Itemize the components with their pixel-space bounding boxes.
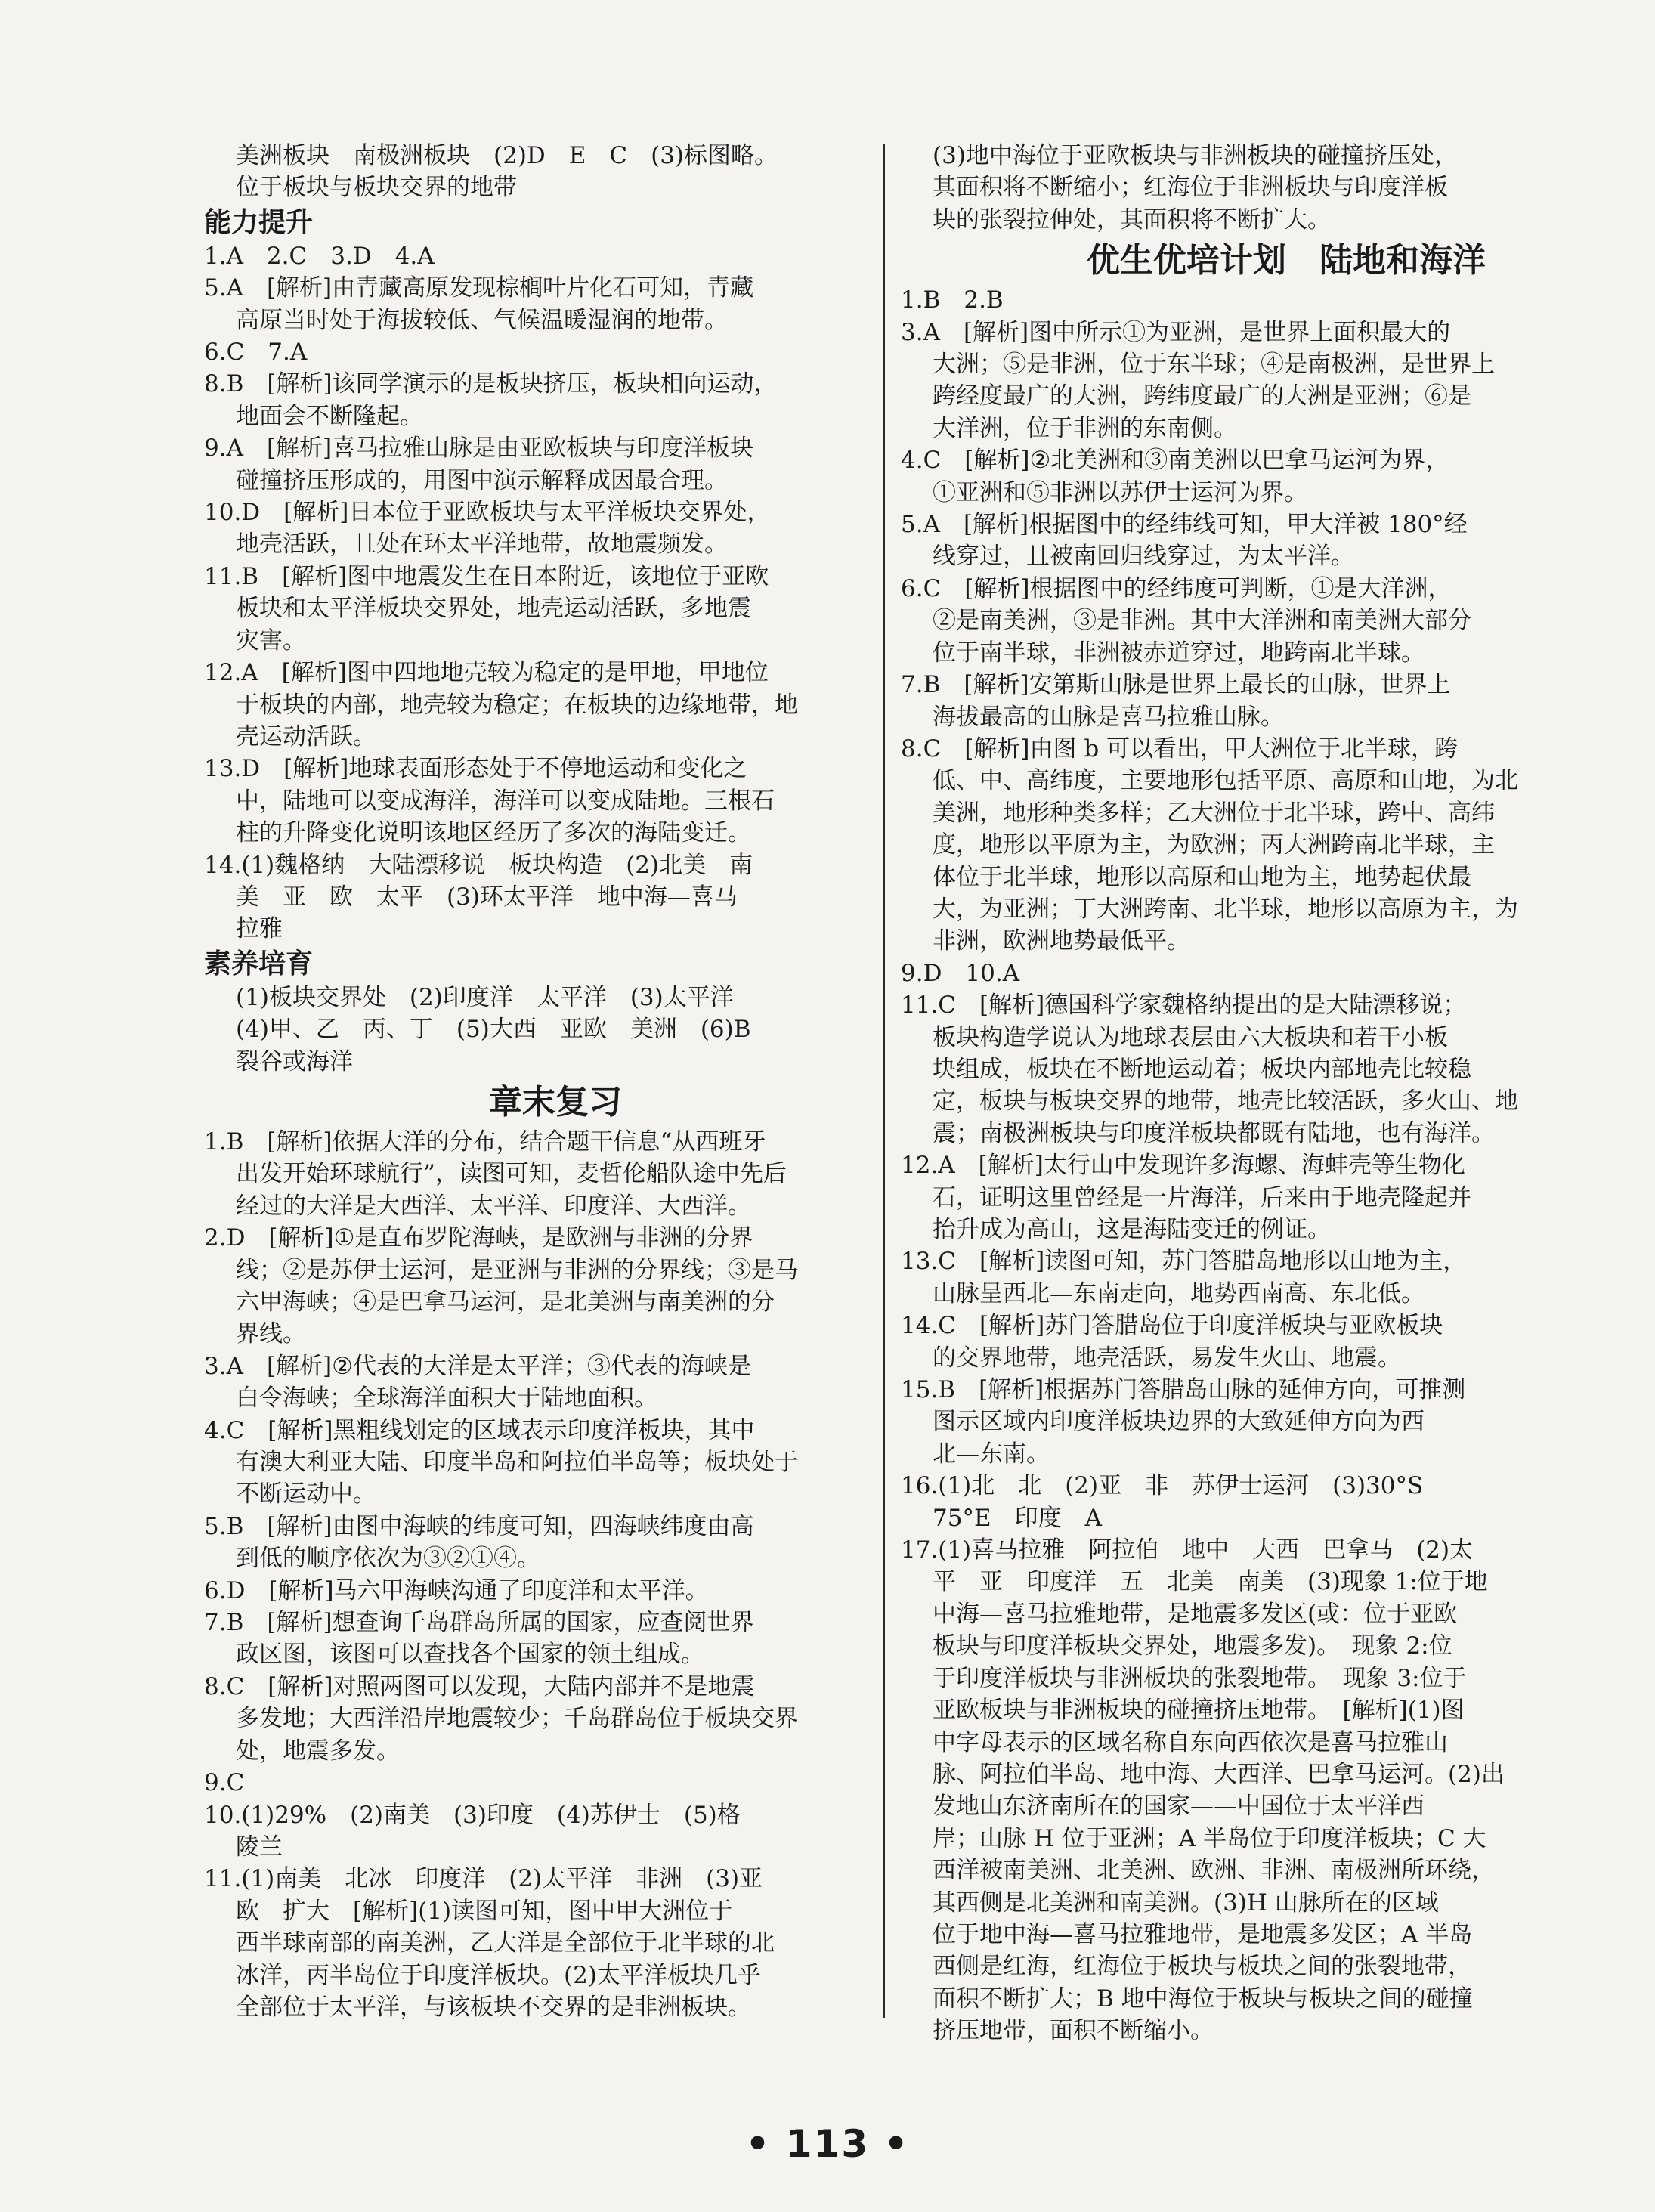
plan-title: 优生优培计划 陆地和海洋 bbox=[1087, 241, 1486, 280]
text-line: 1.B [解析]依据大洋的分布，结合题干信息“从西班牙 bbox=[204, 1128, 766, 1155]
text-line: 体位于北半球，地形以高原和山地为主，地势起伏最 bbox=[933, 863, 1471, 891]
text-line: 不断运动中。 bbox=[236, 1480, 376, 1508]
literacy-answers bbox=[204, 982, 877, 1078]
text-line: 出发开始环球航行”，读图可知，麦哲伦船队途中先后 bbox=[236, 1160, 787, 1188]
text-line: 山脉呈西北—东南走向，地势西南高、东北低。 bbox=[933, 1279, 1425, 1307]
text-line: 挤压地带，面积不断缩小。 bbox=[933, 2017, 1214, 2045]
section-heading-ability: 能力提升 bbox=[204, 206, 314, 238]
text-line: 地壳活跃，且处在环太平洋地带，故地震频发。 bbox=[236, 531, 728, 558]
text-line: 西洋被南美洲、北美洲、欧洲、非洲、南极洲所环绕， bbox=[933, 1857, 1495, 1885]
text-line: 14.(1)魏格纳 大陆漂移说 板块构造 (2)北美 南 bbox=[204, 851, 753, 879]
text-line: 中，陆地可以变成海洋，海洋可以变成陆地。三根石 bbox=[236, 787, 775, 815]
text-line: 冰洋，丙半岛位于印度洋板块。(2)太平洋板块几乎 bbox=[236, 1961, 761, 1989]
text-line: 陵兰 bbox=[236, 1833, 283, 1861]
text-line: 8.B [解析]该同学演示的是板块挤压，板块相向运动， bbox=[204, 370, 778, 398]
text-line: 裂谷或海洋 bbox=[236, 1047, 353, 1075]
text-line: 13.C [解析]读图可知，苏门答腊岛地形以山地为主， bbox=[901, 1248, 1467, 1276]
text-line: 石，证明这里曾经是一片海洋，后来由于地壳隆起并 bbox=[933, 1183, 1471, 1211]
text-line: 板块与印度洋板块交界处，地震多发)。 现象 2:位 bbox=[933, 1632, 1452, 1660]
text-line: 10.D [解析]日本位于亚欧板块与太平洋板块交界处， bbox=[204, 499, 771, 527]
text-line: 3.A [解析]图中所示①为亚洲，是世界上面积最大的 bbox=[901, 318, 1451, 346]
text-line: 碰撞挤压形成的，用图中演示解释成因最合理。 bbox=[236, 466, 728, 494]
review-answers bbox=[204, 1126, 877, 2023]
text-line: 西侧是红海，红海位于板块与板块之间的张裂地带， bbox=[933, 1953, 1471, 1981]
text-line: 17.(1)喜马拉雅 阿拉伯 地中 大西 巴拿马 (2)太 bbox=[901, 1536, 1474, 1564]
text-line: 面积不断扩大；B 地中海位于板块与板块之间的碰撞 bbox=[933, 1985, 1473, 2012]
section-heading-literacy: 素养培育 bbox=[204, 948, 314, 979]
text-line: ②是南美洲，③是非洲。其中大洋洲和南美洲大部分 bbox=[933, 607, 1471, 635]
text-line: 11.C [解析]德国科学家魏格纳提出的是大陆漂移说； bbox=[901, 992, 1467, 1019]
text-line: 8.C [解析]由图 b 可以看出，甲大洲位于北半球，跨 bbox=[901, 735, 1459, 763]
text-line: (1)板块交界处 (2)印度洋 太平洋 (3)太平洋 bbox=[236, 983, 734, 1011]
text-line: 处，地震多发。 bbox=[236, 1737, 400, 1765]
text-line: 抬升成为高山，这是海陆变迁的例证。 bbox=[933, 1216, 1331, 1243]
text-line: 7.B [解析]想查询千岛群岛所属的国家，应查阅世界 bbox=[204, 1609, 754, 1637]
text-line: 线穿过，且被南回归线穿过，为太平洋。 bbox=[933, 543, 1354, 571]
text-line: 北—东南。 bbox=[933, 1440, 1050, 1468]
text-line: 欧 扩大 [解析](1)读图可知，图中甲大洲位于 bbox=[236, 1897, 733, 1925]
text-line: 6.C 7.A bbox=[204, 339, 308, 367]
text-line: 9.C bbox=[204, 1769, 245, 1797]
text-line: (3)地中海位于亚欧板块与非洲板块的碰撞挤压处， bbox=[933, 142, 1458, 169]
text-line: 16.(1)北 北 (2)亚 非 苏伊士运河 (3)30°S bbox=[901, 1472, 1424, 1500]
text-line: 6.C [解析]根据图中的经纬度可判断，①是大洋洲， bbox=[901, 574, 1452, 602]
text-line: 有澳大利亚大陆、印度半岛和阿拉伯半岛等；板块处于 bbox=[236, 1449, 798, 1477]
text-line: 海拔最高的山脉是喜马拉雅山脉。 bbox=[933, 703, 1284, 731]
text-line: 4.C [解析]黑粗线划定的区域表示印度洋板块，其中 bbox=[204, 1416, 755, 1444]
text-line: 非洲，欧洲地势最低平。 bbox=[933, 927, 1190, 955]
text-line: 板块和太平洋板块交界处，地壳运动活跃，多地震 bbox=[236, 595, 751, 623]
text-line: 8.C [解析]对照两图可以发现，大陆内部并不是地震 bbox=[204, 1672, 755, 1700]
text-line: 美洲板块 南极洲板块 (2)D E C (3)标图略。 bbox=[236, 142, 778, 169]
text-line: 其面积将不断缩小；红海位于非洲板块与印度洋板 bbox=[933, 174, 1448, 202]
text-line: ①亚洲和⑤非洲以苏伊士运河为界。 bbox=[933, 478, 1307, 506]
text-line: 平 亚 印度洋 五 北美 南美 (3)现象 1:位于地 bbox=[933, 1568, 1488, 1596]
text-line: 块组成，板块在不断地运动着；板块内部地壳比较稳 bbox=[933, 1055, 1471, 1083]
text-line: 中海—喜马拉雅地带，是地震多发区(或：位于亚欧 bbox=[933, 1600, 1458, 1628]
text-line: 的交界地带，地壳活跃，易发生火山、地震。 bbox=[933, 1344, 1401, 1372]
text-line: 5.A [解析]由青藏高原发现棕榈叶片化石可知，青藏 bbox=[204, 274, 754, 302]
text-line: 5.B [解析]由图中海峡的纬度可知，四海峡纬度由高 bbox=[204, 1512, 754, 1540]
text-line: 震；南极洲板块与印度洋板块都既有陆地，也有海洋。 bbox=[933, 1119, 1495, 1147]
text-line: 6.D [解析]马六甲海峡沟通了印度洋和太平洋。 bbox=[204, 1576, 709, 1604]
text-line: 发地山东济南所在的国家——中国位于太平洋西 bbox=[933, 1793, 1425, 1821]
plan-answers bbox=[901, 284, 1581, 2046]
text-line: 度，地形以平原为主，为欧洲；丙大洲跨南北半球，主 bbox=[933, 831, 1495, 859]
text-line: 地面会不断隆起。 bbox=[236, 402, 423, 430]
ability-answers bbox=[204, 240, 877, 945]
column-divider bbox=[883, 144, 885, 2018]
left-column bbox=[204, 140, 877, 2023]
text-line: 图示区域内印度洋板块边界的大致延伸方向为西 bbox=[933, 1408, 1425, 1436]
text-line: 界线。 bbox=[236, 1320, 306, 1348]
text-line: 9.D 10.A bbox=[901, 959, 1020, 987]
text-line: 六甲海峡；④是巴拿马运河，是北美洲与南美洲的分 bbox=[236, 1289, 775, 1316]
text-line: 板块构造学说认为地球表层由六大板块和若干小板 bbox=[933, 1023, 1448, 1051]
text-line: 5.A [解析]根据图中的经纬线可知，甲大洋被 180°经 bbox=[901, 511, 1468, 539]
text-line: 11.B [解析]图中地震发生在日本附近，该地位于亚欧 bbox=[204, 562, 769, 590]
text-line: 中字母表示的区域名称自东向西依次是喜马拉雅山 bbox=[933, 1728, 1448, 1756]
text-line: 亚欧板块与非洲板块的碰撞挤压地带。 [解析](1)图 bbox=[933, 1697, 1465, 1725]
text-line: 高原当时处于海拔较低、气候温暖湿润的地带。 bbox=[236, 306, 728, 334]
text-line: 12.A [解析]图中四地地壳较为稳定的是甲地，甲地位 bbox=[204, 659, 769, 687]
text-line: 7.B [解析]安第斯山脉是世界上最长的山脉，世界上 bbox=[901, 671, 1451, 699]
text-line: 10.(1)29% (2)南美 (3)印度 (4)苏伊士 (5)格 bbox=[204, 1801, 741, 1829]
text-line: (4)甲、乙 丙、丁 (5)大西 亚欧 美洲 (6)B bbox=[236, 1016, 751, 1044]
text-line: 美洲，地形种类多样；乙大洲位于北半球，跨中、高纬 bbox=[933, 799, 1495, 827]
text-line: 3.A [解析]②代表的大洋是太平洋；③代表的海峡是 bbox=[204, 1352, 751, 1380]
text-line: 13.D [解析]地球表面形态处于不停地运动和变化之 bbox=[204, 755, 747, 783]
text-line: 于板块的内部，地壳较为稳定；在板块的边缘地带，地 bbox=[236, 691, 798, 719]
text-line: 经过的大洋是大西洋、太平洋、印度洋、大西洋。 bbox=[236, 1192, 751, 1220]
text-line: 14.C [解析]苏门答腊岛位于印度洋板块与亚欧板块 bbox=[901, 1312, 1443, 1340]
text-line: 西半球南部的南美洲，乙大洋是全部位于北半球的北 bbox=[236, 1929, 775, 1957]
text-line: 岸；山脉 H 位于亚洲；A 半岛位于印度洋板块；C 大 bbox=[933, 1824, 1486, 1852]
chapter-review-title: 章末复习 bbox=[489, 1082, 622, 1121]
text-line: 线；②是苏伊士运河，是亚洲与非洲的分界线；③是马 bbox=[236, 1256, 798, 1284]
text-line: 1.B 2.B bbox=[901, 286, 1004, 314]
text-line: 位于地中海—喜马拉雅地带，是地震多发区；A 半岛 bbox=[933, 1920, 1473, 1948]
text-line: 跨经度最广的大洲，跨纬度最广的大洲是亚洲；⑥是 bbox=[933, 382, 1471, 410]
text-line: 位于板块与板块交界的地带 bbox=[236, 174, 517, 202]
text-line: 于印度洋板块与非洲板块的张裂地带。 现象 3:位于 bbox=[933, 1664, 1467, 1692]
text-line: 灾害。 bbox=[236, 626, 306, 654]
text-line: 9.A [解析]喜马拉雅山脉是由亚欧板块与印度洋板块 bbox=[204, 435, 754, 463]
text-line: 白令海峡；全球海洋面积大于陆地面积。 bbox=[236, 1384, 657, 1412]
text-line: 美 亚 欧 太平 (3)环太平洋 地中海—喜马 bbox=[236, 883, 738, 911]
text-line: 多发地；大西洋沿岸地震较少；千岛群岛位于板块交界 bbox=[236, 1705, 798, 1733]
text-line: 11.(1)南美 北冰 印度洋 (2)太平洋 非洲 (3)亚 bbox=[204, 1865, 763, 1893]
text-line: 2.D [解析]①是直布罗陀海峡，是欧洲与非洲的分界 bbox=[204, 1224, 753, 1252]
continued-answer bbox=[901, 140, 1581, 236]
right-column bbox=[901, 140, 1581, 2047]
text-line: 定，板块与板块交界的地带，地壳比较活跃，多火山、地 bbox=[933, 1087, 1518, 1115]
page-number: • 113 • bbox=[745, 2122, 910, 2166]
text-line: 位于南半球，非洲被赤道穿过，地跨南北半球。 bbox=[933, 639, 1425, 667]
text-line: 15.B [解析]根据苏门答腊岛山脉的延伸方向，可推测 bbox=[901, 1376, 1466, 1404]
text-line: 4.C [解析]②北美洲和③南美洲以巴拿马运河为界， bbox=[901, 447, 1449, 475]
text-line: 12.A [解析]太行山中发现许多海螺、海蚌壳等生物化 bbox=[901, 1152, 1465, 1180]
text-line: 大洋洲，位于非洲的东南侧。 bbox=[933, 414, 1237, 442]
text-line: 其西侧是北美洲和南美洲。(3)H 山脉所在的区域 bbox=[933, 1889, 1439, 1917]
text-line: 壳运动活跃。 bbox=[236, 722, 376, 750]
text-line: 到低的顺序依次为③②①④。 bbox=[236, 1545, 540, 1573]
text-line: 政区图，该图可以查找各个国家的领土组成。 bbox=[236, 1641, 704, 1669]
text-line: 拉雅 bbox=[236, 915, 283, 943]
text-line: 柱的升降变化说明该地区经历了多次的海陆变迁。 bbox=[236, 819, 751, 847]
text-line: 全部位于太平洋，与该板块不交界的是非洲板块。 bbox=[236, 1993, 751, 2021]
text-line: 大洲；⑤是非洲，位于东半球；④是南极洲，是世界上 bbox=[933, 351, 1495, 379]
text-line: 1.A 2.C 3.D 4.A bbox=[204, 242, 435, 270]
text-line: 大，为亚洲；丁大洲跨南、北半球，地形以高原为主，为 bbox=[933, 895, 1518, 923]
text-line: 脉、阿拉伯半岛、地中海、大西洋、巴拿马运河。(2)出 bbox=[933, 1760, 1505, 1788]
text-line: 块的张裂拉伸处，其面积将不断扩大。 bbox=[933, 206, 1331, 234]
text-line: 低、中、高纬度，主要地形包括平原、高原和山地，为北 bbox=[933, 767, 1518, 795]
text-line: 75°E 印度 A bbox=[933, 1504, 1102, 1532]
